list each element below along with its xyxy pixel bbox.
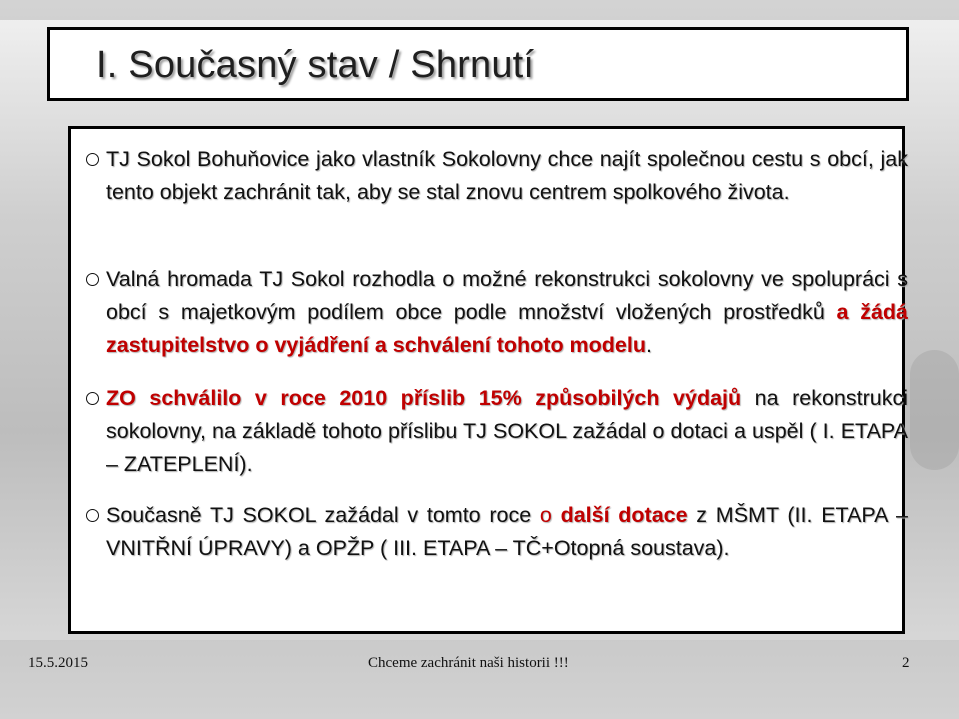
background-sign bbox=[910, 350, 959, 470]
footer-page-number: 2 bbox=[902, 655, 910, 671]
bullet-text-1: TJ Sokol Bohuňovice jako vlastník Sokolovny chce najít společnou cestu s obcí, jak tento objekt zachránit tak, aby se stal znovu centrem spolkového života. bbox=[106, 147, 908, 204]
content-box bbox=[68, 126, 908, 634]
footer-date: 15.5.2015 bbox=[28, 655, 88, 671]
circle-bullet-icon bbox=[86, 273, 99, 286]
background-band bbox=[0, 0, 959, 20]
bullet-text-4: Současně TJ SOKOL zažádal v tomto roce o další dotace z MŠMT (II. ETAPA – VNITŘNÍ ÚPRAVY) a OPŽP ( III. ETAPA – TČ+Otopná soustava). bbox=[106, 503, 908, 560]
circle-bullet-icon bbox=[86, 509, 99, 522]
slide-title: I. Současný stav / Shrnutí bbox=[96, 44, 535, 86]
background-ground bbox=[0, 640, 959, 719]
bullet-text-3: ZO schválilo v roce 2010 příslib 15% způsobilých výdajů na rekonstrukci sokolovny, na základě tohoto příslibu TJ SOKOL zažádal o dotaci a uspěl ( I. ETAPA – ZATEPLENÍ). bbox=[106, 386, 908, 476]
bullet-text-2: Valná hromada TJ Sokol rozhodla o možné rekonstrukci sokolovny ve spolupráci s obcí s majetkovým podílem obce podle množství vložených prostředků a žádá zastupitelstvo o vyjádření a schválení tohoto modelu. bbox=[106, 267, 908, 357]
footer-center-text: Chceme zachránit naši historii !!! bbox=[368, 655, 569, 671]
title-box bbox=[47, 27, 909, 101]
circle-bullet-icon bbox=[86, 392, 99, 405]
circle-bullet-icon bbox=[86, 153, 99, 166]
